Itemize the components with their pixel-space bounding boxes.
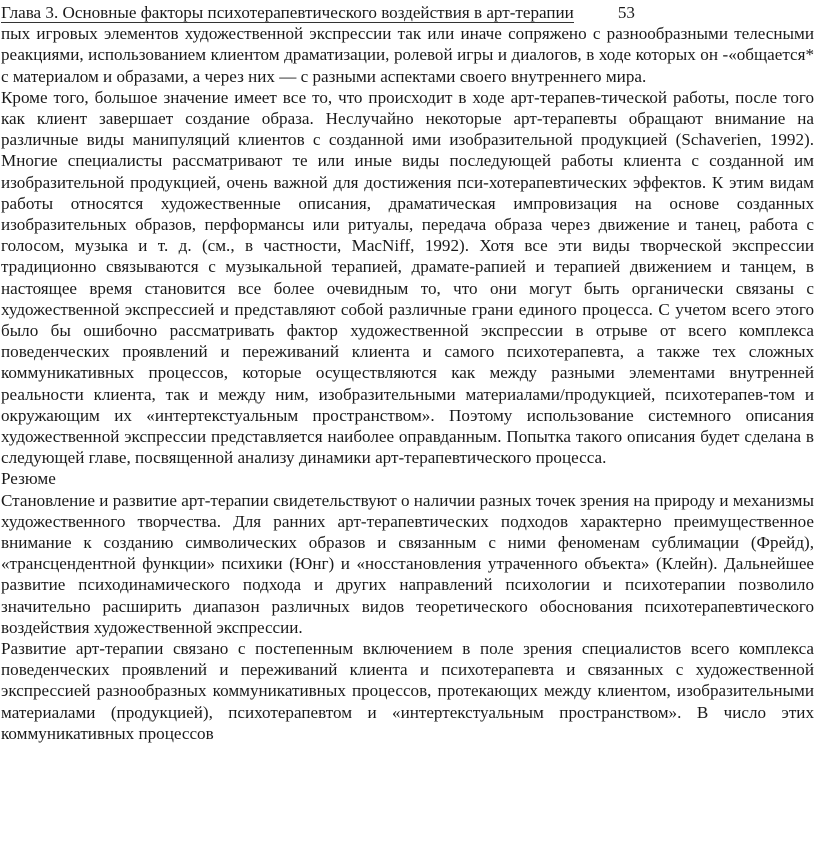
paragraph-post-creation-work: Кроме того, большое значение имеет все то, что происходит в ходе арт-терапев-тической работы, после того как клиент завершает создание образа. Неслучайно некоторые арт-терапевты обращают внимание на различные виды манипуляций клиентов с созданной ими изобразительной продукцией (Schaverien, 1992). Многие специалисты рассматривают те или иные виды последующей работы клиента с созданной им изобразительной продукцией, очень важной для достижения пси-хотерапевтических эффектов. К этим видам работы относятся художественные описания, драматическая импровизация на основе созданных изобразительных образов, перформансы или ритуалы, передача образа через движение и танец, работа с голосом, музыка и т. д. (см., в частности, MacNiff, 1992). Хотя все эти виды творческой экспрессии традиционно связываются с музыкальной терапией, драмате-рапией и терапией движением и танцем, в настоящее время становится все более очевидным то, что они могут быть органически связаны с художественной экспрессией и представляют собой различные грани единого процесса. С учетом всего этого было бы ошибочно рассматривать фактор художественной экспрессии в отрыве от всего комплекса поведенческих проявлений и переживаний клиента и самого психотерапевта, а также тех сложных коммуникативных процессов, которые осуществляются как между разными элементами внутренней реальности клиента, так и между ним, изобразительными материалами/продукцией, психотерапев-том и окружающим их «интертекстуальным пространством». Поэтому использование системного описания художественной экспрессии представляется наиболее оправданным. Попытка такого описания будет сделана в следующей главе, посвященной анализу динамики арт-терапевтического процесса. [1,87,814,468]
chapter-title: Глава 3. Основные факторы психотерапевтического воздействия в арт-терапии [1,3,574,22]
paragraph-continuation: пых игровых элементов художественной экспрессии так или иначе сопряжено с разнообразными телесными реакциями, использованием клиентом драматизации, ролевой игры и диалогов, в ходе которых он -«общается* с материалом и образами, а через них — с разными аспектами своего внутреннего мира. [1,24,814,86]
running-head [1,2,814,23]
section-heading-summary: Резюме [1,469,56,489]
summary-paragraph-2: Развитие арт-терапии связано с постепенным включением в поле зрения специалистов всего комплекса поведенческих проявлений и переживаний клиента и психотерапевта и связанных с художественной экспрессией разнообразных коммуникативных процессов, протекающих между клиентом, изобразительными материалами (продукцией), психотерапевтом и «интертекстуальным пространством». В число этих коммуникативных процессов [1,639,814,743]
page-number: 53 [617,3,635,22]
summary-paragraph-1: Становление и развитие арт-терапии свидетельствуют о наличии разных точек зрения на природу и механизмы художественного творчества. Для ранних арт-терапевтических подходов характерно преимущественное внимание к созданию символических образов и связанным с ними феноменам сублимации (Фрейд), «трансцендентной функции» психики (Юнг) и «носстановления утраченного объекта» (Клейн). Дальнейшее развитие психодинамического подхода и других направлений психологии и психотерапии позволило значительно расширить диапазон различных видов теоретического обоснования психотерапевтического воздействия художественной экспрессии. [1,490,814,637]
